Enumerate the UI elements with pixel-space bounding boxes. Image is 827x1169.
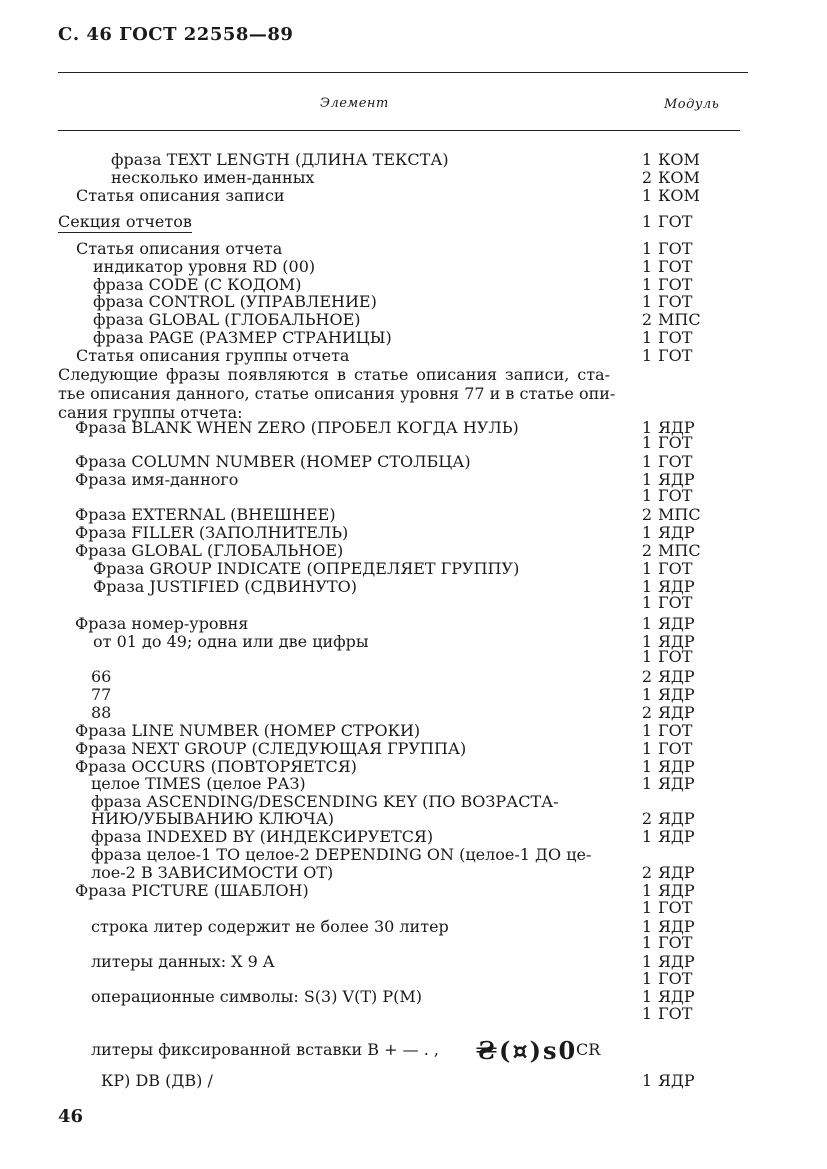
row-text: Фраза NEXT GROUP (СЛЕДУЮЩАЯ ГРУППА) — [75, 739, 467, 758]
row-level: 1 — [641, 987, 652, 1006]
column-header-module: Модуль — [664, 97, 720, 112]
table-row — [0, 560, 827, 578]
page-header: С. 46 ГОСТ 22558—89 — [58, 24, 294, 45]
row-level: 1 — [641, 593, 652, 612]
row-module: ЯДР — [658, 809, 695, 828]
row-module: ЯДР — [658, 632, 695, 651]
row-text: 66 — [91, 667, 112, 686]
row-text: Статья описания записи — [76, 186, 285, 205]
page-number: 46 — [58, 1106, 84, 1127]
row-text: фраза INDEXED BY (ИНДЕКСИРУЕТСЯ) — [91, 827, 434, 846]
row-level: 1 — [641, 292, 652, 311]
row-module: ЯДР — [658, 1071, 695, 1090]
row-module: ГОТ — [658, 328, 693, 347]
row-level: 1 — [641, 470, 652, 489]
row-module: ЯДР — [658, 614, 695, 633]
row-module: ГОТ — [658, 486, 693, 505]
row-module: ЯДР — [658, 952, 695, 971]
row-module: ГОТ — [658, 898, 693, 917]
table-row — [0, 151, 827, 169]
paragraph-line: тье описания данного, статье описания уровня 77 и в статье опи- — [58, 384, 616, 403]
row-level: 2 — [641, 168, 652, 187]
header-rule-top — [58, 72, 748, 73]
row-text: 77 — [91, 685, 112, 704]
table-row — [0, 258, 827, 276]
row-level: 1 — [641, 647, 652, 666]
table-row — [0, 1041, 827, 1059]
table-row — [0, 828, 827, 846]
table-row — [0, 329, 827, 347]
row-module: ЯДР — [658, 881, 695, 900]
row-text: Фраза номер-уровня — [75, 614, 249, 633]
row-text: Фраза EXTERNAL (ВНЕШНЕЕ) — [75, 505, 336, 524]
row-text: Статья описания группы отчета — [76, 346, 350, 365]
table-row — [0, 722, 827, 740]
row-level: 2 — [641, 667, 652, 686]
paragraph-line: Следующие фразы появляются в статье описания записи, ста- — [58, 365, 610, 384]
row-module: ГОТ — [658, 433, 693, 452]
row-text: Фраза COLUMN NUMBER (НОМЕР СТОЛБЦА) — [75, 452, 471, 471]
row-text: литеры данных: X 9 A — [91, 952, 275, 971]
row-level: 1 — [641, 186, 652, 205]
table-row — [0, 882, 827, 900]
row-level: 1 — [641, 486, 652, 505]
section-title: Секция отчетов — [58, 212, 192, 231]
row-level: 1 — [641, 739, 652, 758]
table-row — [0, 240, 827, 258]
table-row — [0, 524, 827, 542]
paragraph-line: сания группы отчета: — [58, 403, 243, 422]
row-level: 1 — [641, 881, 652, 900]
table-row — [0, 686, 827, 704]
row-module: ГОТ — [658, 593, 693, 612]
row-module: МПС — [658, 505, 701, 524]
row-text: 88 — [91, 703, 112, 722]
row-text: КР) DB (ДВ) / — [101, 1071, 213, 1090]
row-text: Фраза GROUP INDICATE (ОПРЕДЕЛЯЕТ ГРУППУ) — [93, 559, 520, 578]
row-module: ГОТ — [658, 452, 693, 471]
row-level: 1 — [641, 212, 652, 231]
header-rule-bottom — [58, 130, 740, 131]
table-row — [0, 988, 827, 1006]
row-module: ЯДР — [658, 774, 695, 793]
row-module: ГОТ — [658, 292, 693, 311]
row-text: несколько имен-данных — [111, 168, 315, 187]
row-module: ГОТ — [658, 559, 693, 578]
row-text: фраза GLOBAL (ГЛОБАЛЬНОЕ) — [93, 310, 361, 329]
table-row — [0, 506, 827, 524]
intro-paragraph — [58, 365, 616, 422]
row-module: ГОТ — [658, 739, 693, 758]
row-level: 1 — [641, 952, 652, 971]
row-text: НИЮ/УБЫВАНИЮ КЛЮЧА) — [91, 809, 334, 828]
row-module: ЯДР — [658, 577, 695, 596]
row-level: 2 — [641, 863, 652, 882]
row-text: целое TIMES (целое РАЗ) — [91, 774, 306, 793]
row-module: ГОТ — [658, 721, 693, 740]
table-row — [0, 810, 827, 828]
row-text: строка литер содержит не более 30 литер — [91, 917, 449, 936]
table-row — [0, 775, 827, 793]
row-module: ГОТ — [658, 212, 693, 231]
row-text: литеры фиксированной вставки B + — . , — [91, 1040, 439, 1059]
row-level: 1 — [641, 898, 652, 917]
row-module: КОМ — [658, 168, 700, 187]
row-level: 1 — [641, 257, 652, 276]
row-text: операционные символы: S(3) V(T) P(M) — [91, 987, 422, 1006]
table-row — [0, 1005, 827, 1023]
table-row — [0, 453, 827, 471]
row-module: ЯДР — [658, 523, 695, 542]
table-row — [0, 293, 827, 311]
row-level: 1 — [641, 328, 652, 347]
row-text: Фраза PICTURE (ШАБЛОН) — [75, 881, 309, 900]
row-module: ГОТ — [658, 647, 693, 666]
row-module: ГОТ — [658, 275, 693, 294]
row-level: 1 — [641, 346, 652, 365]
row-level: 1 — [641, 577, 652, 596]
row-text: Фраза LINE NUMBER (НОМЕР СТРОКИ) — [75, 721, 421, 740]
table-row — [0, 668, 827, 686]
row-module: ГОТ — [658, 933, 693, 952]
row-module: КОМ — [658, 186, 700, 205]
row-module: МПС — [658, 541, 701, 560]
row-level: 1 — [641, 933, 652, 952]
row-module: ЯДР — [658, 418, 695, 437]
row-level: 1 — [641, 275, 652, 294]
table-row — [0, 970, 827, 988]
row-text: CR — [576, 1040, 601, 1059]
row-level: 1 — [641, 1071, 652, 1090]
row-level: 1 — [641, 969, 652, 988]
row-level: 1 — [641, 559, 652, 578]
row-module: ЯДР — [658, 987, 695, 1006]
table-row — [0, 311, 827, 329]
row-level: 2 — [641, 541, 652, 560]
row-module: КОМ — [658, 150, 700, 169]
row-module: ГОТ — [658, 1004, 693, 1023]
row-text: Статья описания отчета — [76, 239, 283, 258]
row-text: Фраза JUSTIFIED (СДВИНУТО) — [93, 577, 358, 596]
table-row — [0, 704, 827, 722]
row-text: фраза CODE (С КОДОМ) — [93, 275, 302, 294]
row-level: 1 — [641, 757, 652, 776]
row-module: ЯДР — [658, 917, 695, 936]
row-text: Фраза BLANK WHEN ZERO (ПРОБЕЛ КОГДА НУЛЬ) — [75, 418, 519, 437]
row-level: 1 — [641, 827, 652, 846]
row-level: 1 — [641, 150, 652, 169]
row-level: 1 — [641, 917, 652, 936]
row-text: фраза CONTROL (УПРАВЛЕНИЕ) — [93, 292, 377, 311]
row-module: ЯДР — [658, 863, 695, 882]
row-module: ГОТ — [658, 346, 693, 365]
row-level: 1 — [641, 1004, 652, 1023]
table-row — [0, 347, 827, 365]
table-row — [0, 615, 827, 633]
ink-blot-symbols: ₴(¤)s0 — [476, 1036, 578, 1065]
row-text: фраза ASCENDING/DESCENDING KEY (ПО ВОЗРАСТА- — [91, 792, 559, 811]
row-text: фраза TEXT LENGTH (ДЛИНА ТЕКСТА) — [111, 150, 449, 169]
column-header-element: Элемент — [320, 96, 389, 111]
table-row — [0, 864, 827, 882]
table-row — [0, 648, 827, 666]
table-row — [0, 1072, 827, 1090]
row-text: лое-2 В ЗАВИСИМОСТИ ОТ) — [91, 863, 334, 882]
row-module: ГОТ — [658, 969, 693, 988]
row-level: 1 — [641, 452, 652, 471]
table-row — [0, 187, 827, 205]
table-row — [0, 899, 827, 917]
row-level: 1 — [641, 433, 652, 452]
row-text: индикатор уровня RD (00) — [93, 257, 316, 276]
table-row — [0, 213, 827, 231]
row-level: 1 — [641, 721, 652, 740]
table-row — [0, 953, 827, 971]
row-module: ЯДР — [658, 667, 695, 686]
table-row — [0, 846, 827, 864]
table-row — [0, 594, 827, 612]
table-row — [0, 434, 827, 452]
table-row — [0, 487, 827, 505]
row-level: 2 — [641, 809, 652, 828]
row-level: 1 — [641, 632, 652, 651]
row-level: 2 — [641, 505, 652, 524]
row-text: фраза PAGE (РАЗМЕР СТРАНИЦЫ) — [93, 328, 392, 347]
row-text: от 01 до 49; одна или две цифры — [93, 632, 369, 651]
row-level: 2 — [641, 310, 652, 329]
row-text: Фраза OCCURS (ПОВТОРЯЕТСЯ) — [75, 757, 357, 776]
row-module: ЯДР — [658, 703, 695, 722]
row-module: ЯДР — [658, 685, 695, 704]
row-level: 1 — [641, 239, 652, 258]
table-row — [0, 934, 827, 952]
row-level: 2 — [641, 703, 652, 722]
row-text: Фраза FILLER (ЗАПОЛНИТЕЛЬ) — [75, 523, 349, 542]
row-level: 1 — [641, 685, 652, 704]
row-text: Фраза имя-данного — [75, 470, 239, 489]
table-row — [0, 542, 827, 560]
row-module: ЯДР — [658, 757, 695, 776]
row-level: 1 — [641, 774, 652, 793]
row-module: ГОТ — [658, 257, 693, 276]
table-row — [0, 169, 827, 187]
row-text: фраза целое-1 TO целое-2 DEPENDING ON (целое-1 ДО це- — [91, 845, 592, 864]
table-row — [0, 740, 827, 758]
row-module: ЯДР — [658, 827, 695, 846]
row-module: ЯДР — [658, 470, 695, 489]
row-module: ГОТ — [658, 239, 693, 258]
row-level: 1 — [641, 523, 652, 542]
row-level: 1 — [641, 418, 652, 437]
row-level: 1 — [641, 614, 652, 633]
row-module: МПС — [658, 310, 701, 329]
row-text: Фраза GLOBAL (ГЛОБАЛЬНОЕ) — [75, 541, 344, 560]
